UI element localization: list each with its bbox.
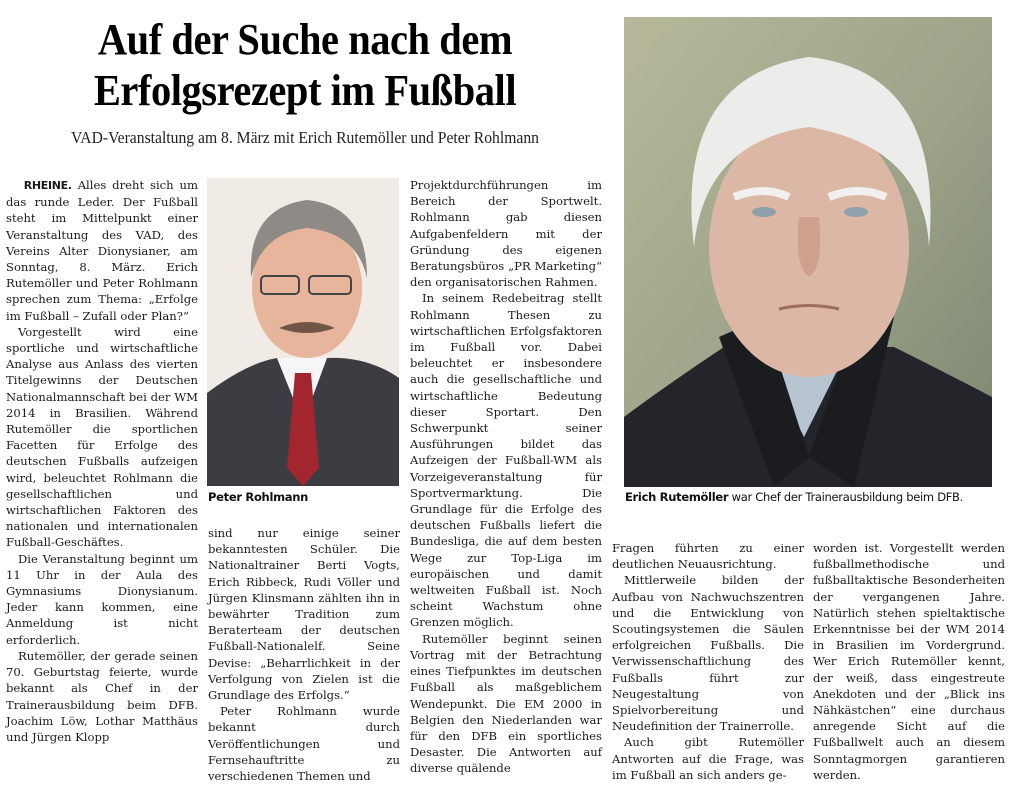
paragraph: Mittlerweile bilden der Aufbau von Nachwuchszentren und die Entwicklung von Scoutingsystemen die Säulen erfolgreichen Fußballs. Die Verwissenschaftlichung des Fußballs führt zur Neugestaltung von Spielvorbereitung und Neudefinition der Trainerrolle.	[612, 573, 804, 734]
caption-text: war Chef der Trainerausbildung beim DFB.	[728, 490, 964, 504]
paragraph: sind nur einige seiner bekanntesten Schüler. Die Nationaltrainer Berti Vogts, Erich Ribbeck, Rudi Völler und Jürgen Klinsmann zählten ihn in bewährter Tradition zum Beraterteam der deutschen Fußball-Nationalelf. Seine Devise: „Beharrlichkeit in der Verfolgung von Zielen ist die Grundlage des Erfolgs.“	[208, 526, 400, 703]
article-column-1	[6, 177, 198, 745]
photo-caption-rohlmann	[208, 490, 308, 504]
headline-line-2: Erfolgsrezept im Fußball	[93, 66, 517, 115]
photo-erich-rutemoeller	[624, 17, 992, 487]
headline	[24, 14, 585, 116]
paragraph: Rutemöller beginnt seinen Vortrag mit der Betrachtung eines Tiefpunktes im deutschen Fußball als maßgeblichem Wendepunkt. Die EM 2000 in Belgien den Niederlanden war für den DFB ein sportliches Desaster. Die Antworten auf diverse quälende	[410, 631, 602, 776]
paragraph: Auch gibt Rutemöller Antworten auf die Frage, was im Fußball an sich anders ge-	[612, 735, 804, 782]
photo-caption-rutemoeller	[625, 490, 963, 504]
paragraph: worden ist. Vorgestellt werden fußballmethodische und fußballtaktische Besonderheiten der vergangenen Jahre. Natürlich stehen spieltaktische Erkenntnisse bei der WM 2014 in Brasilien im Vordergrund. Wer Erich Rutemöller kennt, der weiß, dass eingestreute Anekdoten und der „Blick ins Nähkästchen“ eine durchaus anregende Sicht auf die Fußballwelt auch an diesem Sonntagmorgen garantieren werden.	[813, 541, 1005, 782]
paragraph: Peter Rohlmann wurde bekannt durch Veröffentlichungen und Fernsehauftritte zu verschiedenen Themen und	[208, 704, 400, 784]
caption-name: Erich Rutemöller	[625, 490, 729, 504]
portrait-image	[624, 17, 992, 487]
dateline: RHEINE.	[23, 179, 72, 192]
paragraph: In seinem Redebeitrag stellt Rohlmann Thesen zu wirtschaftlichen Erfolgsfaktoren im Fußball vor. Dabei beleuchtet er insbesondere auch die gesellschaftliche und wirtschaftliche Bedeutung dieser Sportart. Den Schwerpunkt seiner Ausführungen bildet das Aufzeigen der Fußball-WM als Vorzeigeveranstaltung für Sportvermarktung. Die Grundlage für die Erfolge des deutschen Fußballs liefert die Bundesliga, die auf dem besten Wege zur Top-Liga im europäischen und damit weltweiten Fußball ist. Noch scheint Wachstum ohne Grenzen möglich.	[410, 291, 602, 630]
paragraph: Die Veranstaltung beginnt um 11 Uhr in der Aula des Gymnasiums Dionysianum. Jeder kann kommen, eine Anmeldung ist nicht erforderlich.	[6, 551, 198, 647]
portrait-image	[207, 178, 399, 486]
paragraph: RHEINE. Alles dreht sich um das runde Leder. Der Fußball steht im Mittelpunkt einer Veranstaltung des VAD, des Vereins Alter Dionysianer, am Sonntag, 8. März. Erich Rutemöller und Peter Rohlmann sprechen zum Thema: „Erfolge im Fußball – Zufall oder Plan?“	[6, 178, 199, 323]
paragraph: Vorgestellt wird eine sportliche und wirtschaftliche Analyse aus Anlass des vierten Titelgewinns der Deutschen Nationalmannschaft bei der WM 2014 in Brasilien. Während Rutemöller die sportlichen Facetten für Erfolge des deutschen Fußballs aufzeigen wird, beleuchtet Rohlmann die gesellschaftlichen und wirtschaftlichen Faktoren des nationalen und internationalen Fußball-Geschäftes.	[6, 324, 198, 550]
subheadline: VAD-Veranstaltung am 8. März mit Erich Rutemöller und Peter Rohlmann	[71, 128, 539, 147]
caption-name: Peter Rohlmann	[208, 490, 309, 504]
photo-peter-rohlmann	[207, 178, 399, 486]
article-column-3	[410, 177, 602, 777]
headline-line-1: Auf der Suche nach dem	[97, 15, 513, 64]
article-column-5	[813, 540, 1005, 783]
paragraph: Fragen führten zu einer deutlichen Neuausrichtung.	[612, 541, 804, 572]
article-column-4	[612, 540, 804, 783]
article-column-2	[208, 525, 400, 784]
paragraph: Projektdurchführungen im Bereich der Sportwelt. Rohlmann gab diesen Aufgabenfeldern mit der Gründung des eigenen Beratungsbüros „PR Marketing“ den organisatorischen Rahmen.	[410, 178, 602, 290]
paragraph: Rutemöller, der gerade seinen 70. Geburtstag feierte, wurde bekannt als Chef in der Trainerausbildung beim DFB. Joachim Löw, Lothar Matthäus und Jürgen Klopp	[6, 648, 198, 744]
